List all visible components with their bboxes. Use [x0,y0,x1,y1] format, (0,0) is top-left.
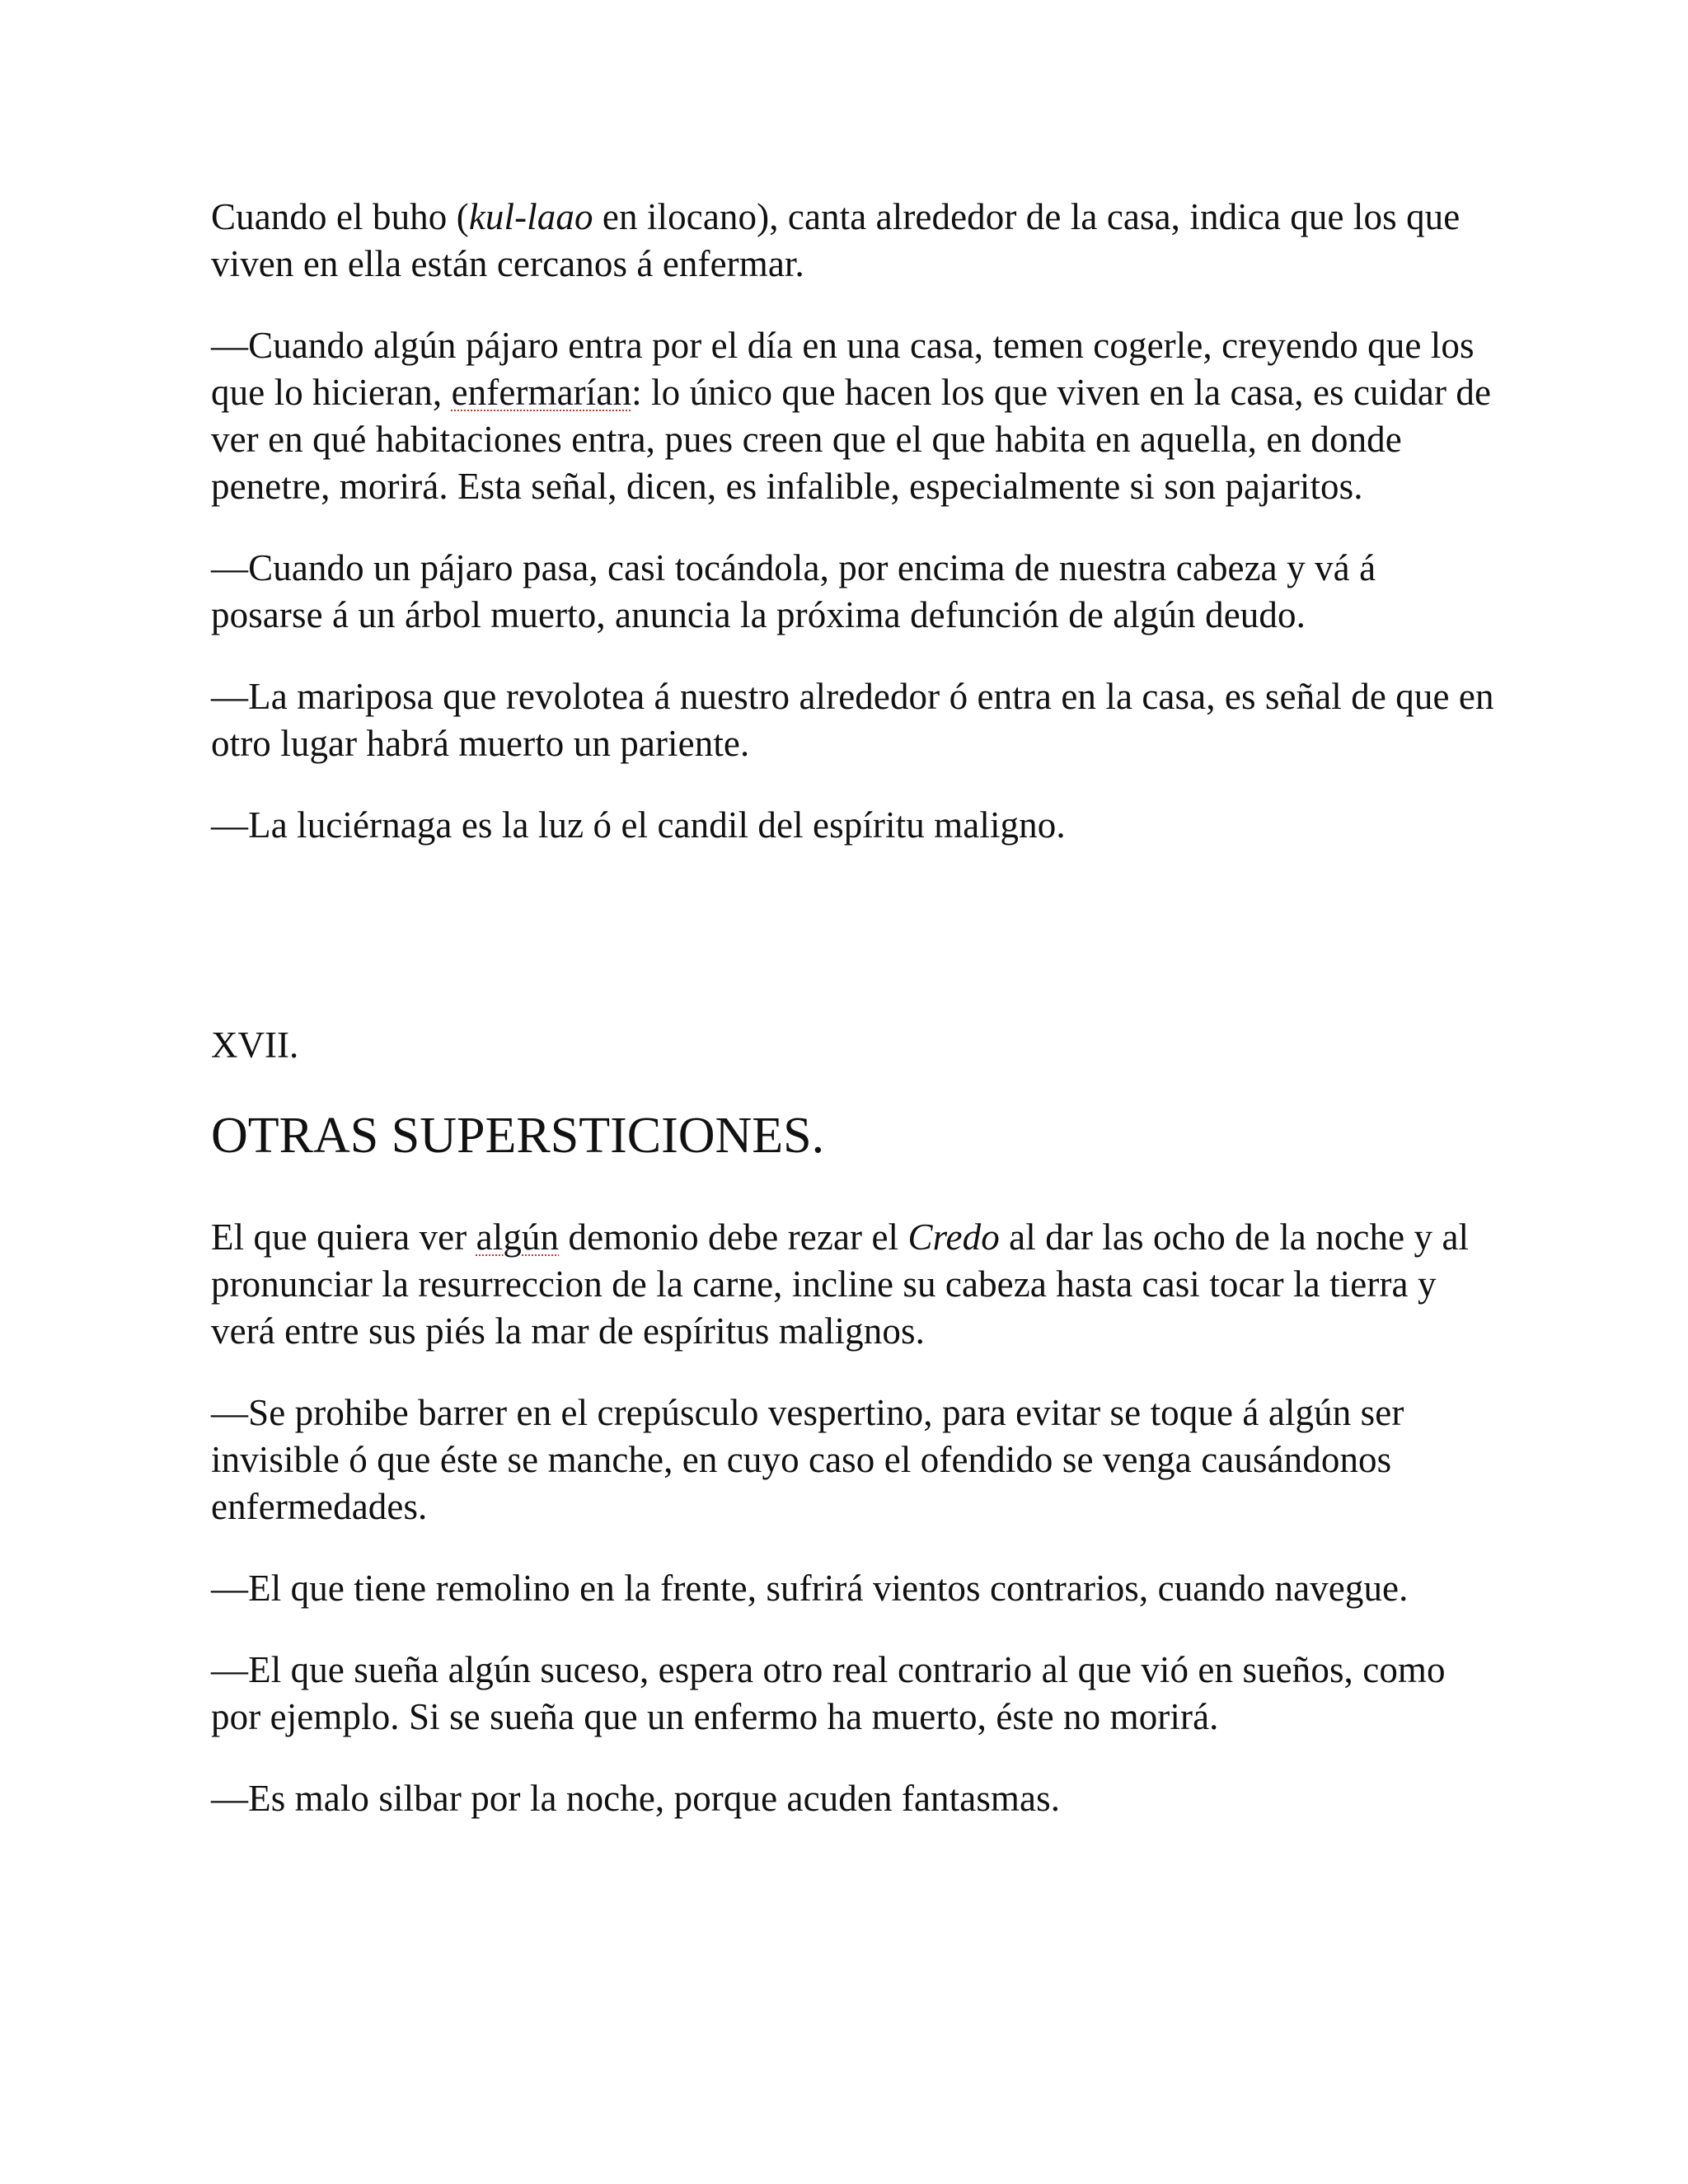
chapter-title: OTRAS SUPERSTICIONES. [211,1108,825,1164]
text-run: Cuando el buho ( [211,196,469,237]
text-run: en ilocano), canta alrededor de la casa, indica que los que viven en ella están cercanos á enfermar. [211,196,1461,284]
paragraph-owl [211,194,1497,288]
spellcheck-flagged-word[interactable]: enfermarían [451,372,632,413]
text-run: —Cuando algún pájaro entra por el día en una casa, temen cogerle, creyendo que los que lo hicieran, [211,325,1475,413]
paragraph-bird-passes: —Cuando un pájaro pasa, casi tocándola, por encima de nuestra cabeza y vá á posarse á un árbol muerto, anuncia la próxima defunción de algún deudo. [211,547,1376,635]
document-page [211,194,1497,1857]
text-run: El que quiera ver [211,1216,476,1258]
paragraph-demon-credo [211,1214,1497,1355]
italic-term: Credo [907,1216,1000,1258]
text-run: al dar las ocho de la noche y al pronunciar la resurreccion de la carne, incline su cabeza hasta casi tocar la tierra y verá entre sus piés la mar de espíritus malignos. [211,1216,1470,1352]
paragraph-dreams: —El que sueña algún suceso, espera otro real contrario al que vió en sueños, como por ejemplo. Si se sueña que un enfermo ha muerto, éste no morirá. [211,1649,1446,1737]
text-run: : lo único que hacen los que viven en la casa, es cuidar de ver en qué habitaciones entra, pues creen que el que habita en aquella, en donde penetre, morirá. Esta señal, dicen, es infalible, especialmente si son pajaritos. [211,372,1492,507]
section-spacer [211,883,1497,1022]
italic-term: kul-laao [468,196,593,237]
text-run: demonio debe rezar el [559,1216,908,1258]
paragraph-whistling: —Es malo silbar por la noche, porque acuden fantasmas. [211,1778,1061,1819]
paragraph-bird-enters [211,322,1497,510]
paragraph-butterfly: —La mariposa que revolotea á nuestro alrededor ó entra en la casa, es señal de que en otro lugar habrá muerto un pariente. [211,676,1494,764]
paragraph-cowlick: —El que tiene remolino en la frente, sufrirá vientos contrarios, cuando navegue. [211,1568,1409,1609]
chapter-number: XVII. [211,1024,299,1066]
paragraph-firefly: —La luciérnaga es la luz ó el candil del espíritu maligno. [211,804,1066,846]
spellcheck-flagged-word[interactable]: algún [476,1216,560,1258]
paragraph-sweeping: —Se prohibe barrer en el crepúsculo vespertino, para evitar se toque á algún ser invisible ó que éste se manche, en cuyo caso el ofendido se venga causándonos enfermedades. [211,1392,1404,1527]
